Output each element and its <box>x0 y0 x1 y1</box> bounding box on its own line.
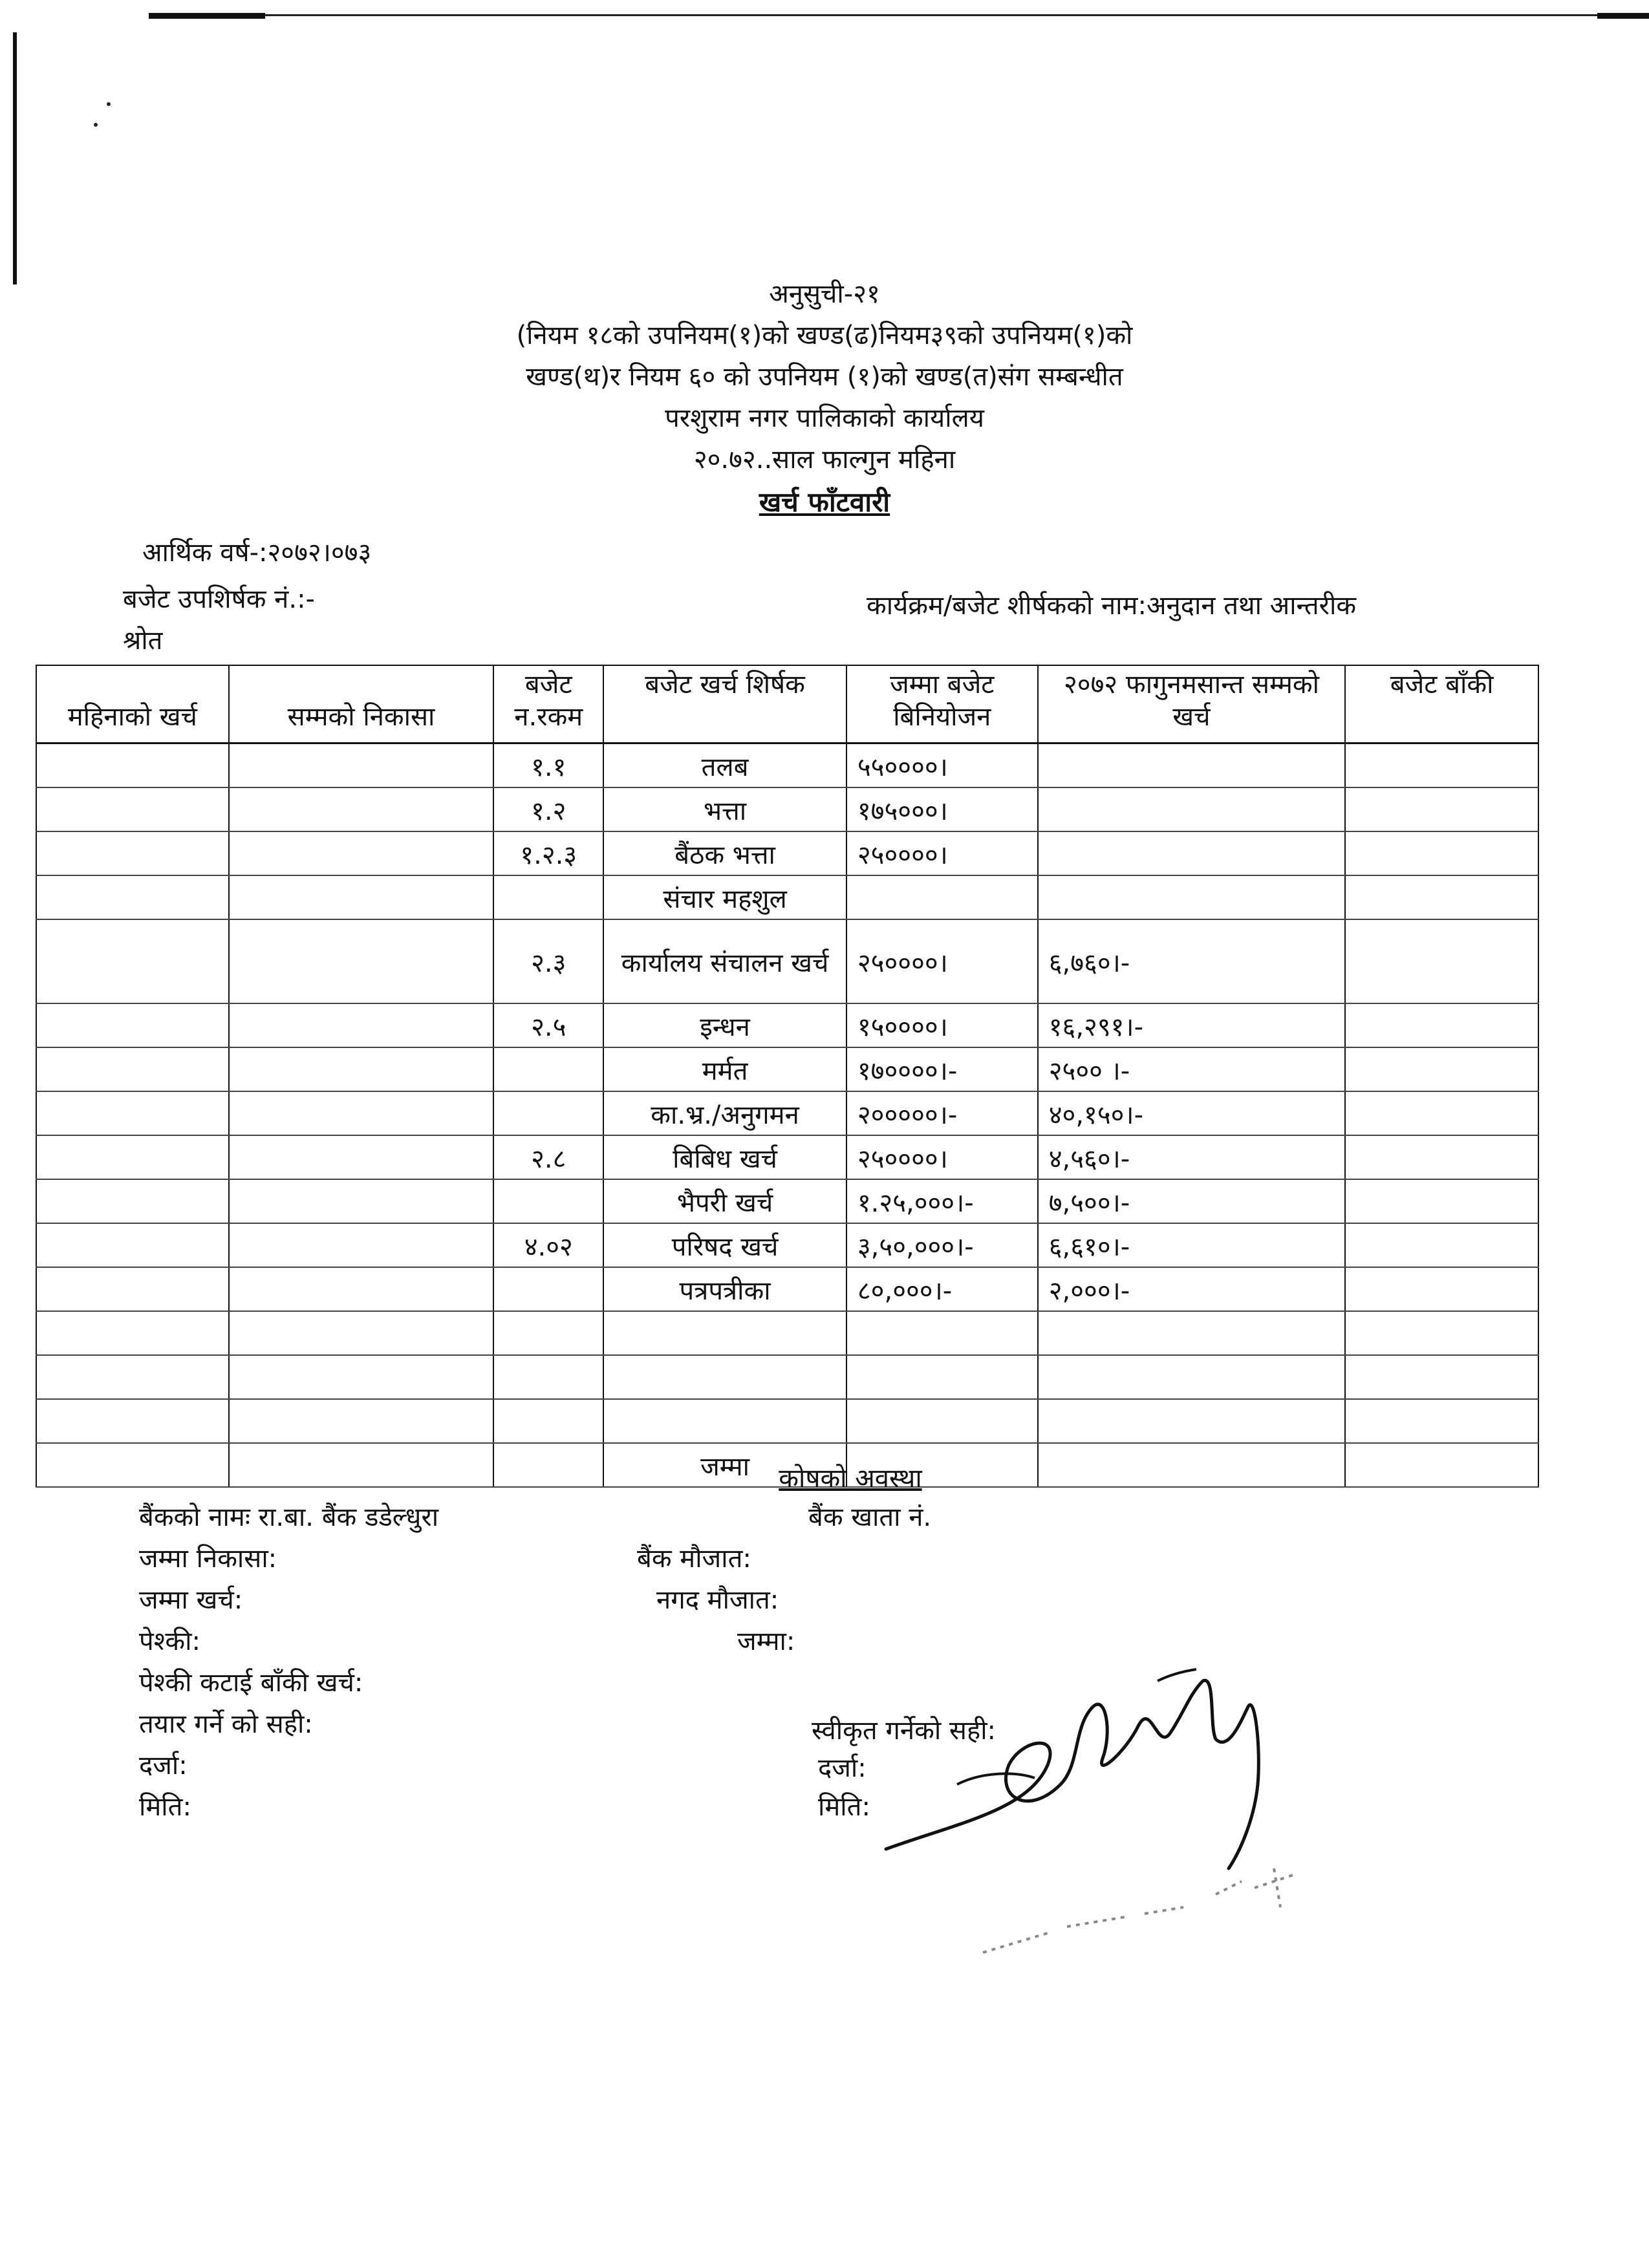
cell-month-expense <box>36 1355 229 1399</box>
cell-expense-till: २५०० ।- <box>1038 1047 1346 1091</box>
office-name: परशुराम नगर पालिकाको कार्यालय <box>665 403 984 433</box>
cell-month-expense <box>36 1399 229 1443</box>
cell-budget-no <box>493 1091 603 1135</box>
cell-expense-till <box>1038 1355 1346 1399</box>
cell-budget-balance <box>1345 1355 1538 1399</box>
cell-expense-till <box>1038 831 1346 875</box>
scan-speck <box>107 102 111 106</box>
cell-budget-balance <box>1345 744 1538 788</box>
cell-month-expense <box>36 1047 229 1091</box>
top-scan-mark <box>149 13 265 19</box>
cell-budget-head <box>603 1399 846 1443</box>
cell-expense-till: ६,७६०।- <box>1038 919 1346 1003</box>
expense-table <box>36 665 1539 1488</box>
cell-total-allocation: २०००००।- <box>846 1091 1038 1135</box>
cell-release-till <box>229 831 494 875</box>
total-expense-label: जम्मा खर्च: <box>139 1585 243 1615</box>
table-row <box>36 1179 1538 1223</box>
handwritten-signature <box>879 1655 1306 1888</box>
cell-month-expense <box>36 744 229 788</box>
cell-expense-till <box>1038 744 1346 788</box>
program-name: कार्यक्रम/बजेट शीर्षकको नाम:अनुदान तथा आन्तरीक <box>867 591 1357 621</box>
prepared-rank-label: दर्जा: <box>139 1751 188 1781</box>
prepared-by-signature-label: तयार गर्ने को सही: <box>139 1709 313 1739</box>
cell-month-expense <box>36 1311 229 1355</box>
cell-budget-head: का.भ्र./अनुगमन <box>603 1091 846 1135</box>
cell-budget-no <box>493 1311 603 1355</box>
bank-name: बैंकको नामः रा.बा. बैंक डडेल्धुरा <box>139 1503 439 1532</box>
cell-budget-no: २.३ <box>493 919 603 1003</box>
cell-budget-balance <box>1345 831 1538 875</box>
table-row <box>36 1223 1538 1267</box>
cell-release-till <box>229 1179 494 1223</box>
col-budget-head: बजेट खर्च शिर्षक <box>603 665 846 744</box>
cell-budget-balance <box>1345 875 1538 919</box>
cell-month-expense <box>36 1179 229 1223</box>
source-label: श्रोत <box>123 626 163 656</box>
approved-date-label: मिति: <box>818 1792 870 1822</box>
cell-expense-till <box>1038 875 1346 919</box>
cell-release-till <box>229 1135 494 1179</box>
cell-total-allocation: १७५०००। <box>846 787 1038 831</box>
budget-subheading: बजेट उपशिर्षक नं.:- <box>123 584 315 614</box>
cell-expense-till: २,०००।- <box>1038 1267 1346 1311</box>
cell-budget-head <box>603 1311 846 1355</box>
report-period: २०.७२..साल फाल्गुन महिना <box>693 445 956 475</box>
cell-expense-till: ७,५००।- <box>1038 1179 1346 1223</box>
cell-budget-no: २.५ <box>493 1003 603 1047</box>
cell-budget-balance <box>1345 1399 1538 1443</box>
cell-budget-head: कार्यालय संचालन खर्च <box>603 919 846 1003</box>
cell-total-allocation: ८०,०००।- <box>846 1267 1038 1311</box>
cell-total-allocation <box>846 1311 1038 1355</box>
cell-budget-no: ४.०२ <box>493 1223 603 1267</box>
cell-expense-till: ४,५६०।- <box>1038 1135 1346 1179</box>
table-row <box>36 787 1538 831</box>
cell-budget-head: तलब <box>603 744 846 788</box>
cell-release-till <box>229 1267 494 1311</box>
prepared-date-label: मिति: <box>139 1792 191 1822</box>
cell-budget-balance <box>1345 787 1538 831</box>
bank-balance-label: बैंक मौजात: <box>637 1544 751 1574</box>
table-header-row <box>36 665 1538 744</box>
cell-total-allocation: १५००००। <box>846 1003 1038 1047</box>
cell-budget-no: २.८ <box>493 1135 603 1179</box>
cell-budget-balance <box>1345 1223 1538 1267</box>
cell-total-allocation: ५५००००। <box>846 744 1038 788</box>
cell-release-till <box>229 1223 494 1267</box>
cell-budget-no: १.२ <box>493 787 603 831</box>
cell-budget-head: पत्रपत्रीका <box>603 1267 846 1311</box>
cell-month-expense <box>36 919 229 1003</box>
cell-expense-till: १६,२९१।- <box>1038 1003 1346 1047</box>
cell-expense-till <box>1038 787 1346 831</box>
cell-budget-no: १.१ <box>493 744 603 788</box>
approved-by-signature-label: स्वीकृत गर्नेको सही: <box>812 1716 997 1746</box>
table-row <box>36 919 1538 1003</box>
cell-budget-balance <box>1345 1179 1538 1223</box>
faint-stamp <box>970 1856 1332 1972</box>
cell-budget-head: बैंठक भत्ता <box>603 831 846 875</box>
cell-release-till <box>229 1399 494 1443</box>
cell-release-till <box>229 919 494 1003</box>
table-row <box>36 1091 1538 1135</box>
cell-budget-no: १.२.३ <box>493 831 603 875</box>
fund-status-title: कोषको अवस्था <box>779 1464 922 1493</box>
cell-budget-head: संचार महशुल <box>603 875 846 919</box>
col-budget-balance: बजेट बाँकी <box>1345 665 1538 744</box>
fiscal-year: आर्थिक वर्ष-:२०७२।०७३ <box>142 538 372 568</box>
cell-month-expense <box>36 787 229 831</box>
cell-budget-no <box>493 1047 603 1091</box>
cell-month-expense <box>36 831 229 875</box>
cell-month-expense <box>36 1135 229 1179</box>
cell-release-till <box>229 1047 494 1091</box>
table-row <box>36 744 1538 788</box>
cell-total-allocation <box>846 1355 1038 1399</box>
cell-expense-till: ४०,१५०।- <box>1038 1091 1346 1135</box>
cell-budget-head: बिबिध खर्च <box>603 1135 846 1179</box>
cell-month-expense <box>36 875 229 919</box>
cell-month-expense <box>36 1267 229 1311</box>
cell-release-till <box>229 1311 494 1355</box>
table-row <box>36 1399 1538 1443</box>
cell-total-allocation: २५००००। <box>846 919 1038 1003</box>
col-total-allocation: जम्मा बजेट बिनियोजन <box>846 665 1038 744</box>
cell-total-allocation: २५००००। <box>846 1135 1038 1179</box>
cell-budget-balance <box>1345 1003 1538 1047</box>
page-title-text: खर्च फाँटवारी <box>759 486 890 518</box>
table-row <box>36 1355 1538 1399</box>
cell-budget-balance <box>1345 1047 1538 1091</box>
cell-month-expense <box>36 1003 229 1047</box>
top-scan-mark-right <box>1597 13 1649 19</box>
table-row <box>36 831 1538 875</box>
cell-budget-no <box>493 1267 603 1311</box>
cell-budget-head: मर्मत <box>603 1047 846 1091</box>
table-row <box>36 1047 1538 1091</box>
cell-total-allocation: ३,५०,०००।- <box>846 1223 1038 1267</box>
cell-total-allocation: १.२५,०००।- <box>846 1179 1038 1223</box>
cell-release-till <box>229 875 494 919</box>
cell-expense-till <box>1038 1399 1346 1443</box>
cash-balance-label: नगद मौजात: <box>656 1585 779 1615</box>
cell-total-allocation <box>846 875 1038 919</box>
cell-budget-balance <box>1345 1267 1538 1311</box>
cell-release-till <box>229 744 494 788</box>
schedule-number: अनुसुची-२१ <box>769 279 880 309</box>
col-expense-till: २०७२ फागुनमसान्त सम्मको खर्च <box>1038 665 1346 744</box>
cell-release-till <box>229 1003 494 1047</box>
table-row <box>36 875 1538 919</box>
table-row <box>36 1135 1538 1179</box>
cell-budget-head: परिषद खर्च <box>603 1223 846 1267</box>
cell-release-till <box>229 787 494 831</box>
col-release-till: सम्मको निकासा <box>229 665 494 744</box>
cell-expense-till <box>1038 1311 1346 1355</box>
cell-total-allocation: २५००००। <box>846 831 1038 875</box>
cell-total-allocation: १७००००।- <box>846 1047 1038 1091</box>
cell-release-till <box>229 1091 494 1135</box>
total-release-label: जम्मा निकासा: <box>139 1544 277 1574</box>
approved-rank-label: दर्जा: <box>818 1753 867 1783</box>
cell-budget-no <box>493 1399 603 1443</box>
page-title <box>0 486 1649 519</box>
cell-budget-balance <box>1345 1311 1538 1355</box>
grand-total-label: जम्मा: <box>737 1627 795 1656</box>
cell-budget-balance <box>1345 919 1538 1003</box>
table-row <box>36 1311 1538 1355</box>
advance-label: पेश्की: <box>139 1627 200 1656</box>
cell-month-expense <box>36 1223 229 1267</box>
col-budget-no: बजेट न.रकम <box>493 665 603 744</box>
top-scan-line <box>149 14 1649 16</box>
cell-budget-no <box>493 1355 603 1399</box>
cell-budget-head: भत्ता <box>603 787 846 831</box>
advance-deducted-label: पेश्की कटाई बाँकी खर्च: <box>139 1668 363 1698</box>
rule-reference-line2: खण्ड(थ)र नियम ६० को उपनियम (१)को खण्ड(त)संग सम्बन्धीत <box>526 362 1123 392</box>
total-label: जम्मा <box>603 1443 846 1487</box>
cell-budget-no <box>493 875 603 919</box>
col-month-expense: महिनाको खर्च <box>36 665 229 744</box>
bank-account-number: बैंक खाता नं. <box>808 1503 932 1532</box>
left-scan-edge <box>13 32 17 284</box>
rule-reference-line1: (नियम १८को उपनियम(१)को खण्ड(ढ)नियम३९को उपनियम(१)को <box>516 321 1133 350</box>
cell-budget-balance <box>1345 1091 1538 1135</box>
cell-release-till <box>229 1355 494 1399</box>
cell-budget-balance <box>1345 1135 1538 1179</box>
cell-expense-till: ६,६१०।- <box>1038 1223 1346 1267</box>
table-row <box>36 1003 1538 1047</box>
cell-budget-no <box>493 1179 603 1223</box>
table-row <box>36 1267 1538 1311</box>
cell-total-allocation <box>846 1399 1038 1443</box>
cell-month-expense <box>36 1091 229 1135</box>
scan-speck <box>94 123 98 127</box>
cell-budget-head: भैपरी खर्च <box>603 1179 846 1223</box>
cell-budget-head: इन्धन <box>603 1003 846 1047</box>
cell-budget-head <box>603 1355 846 1399</box>
